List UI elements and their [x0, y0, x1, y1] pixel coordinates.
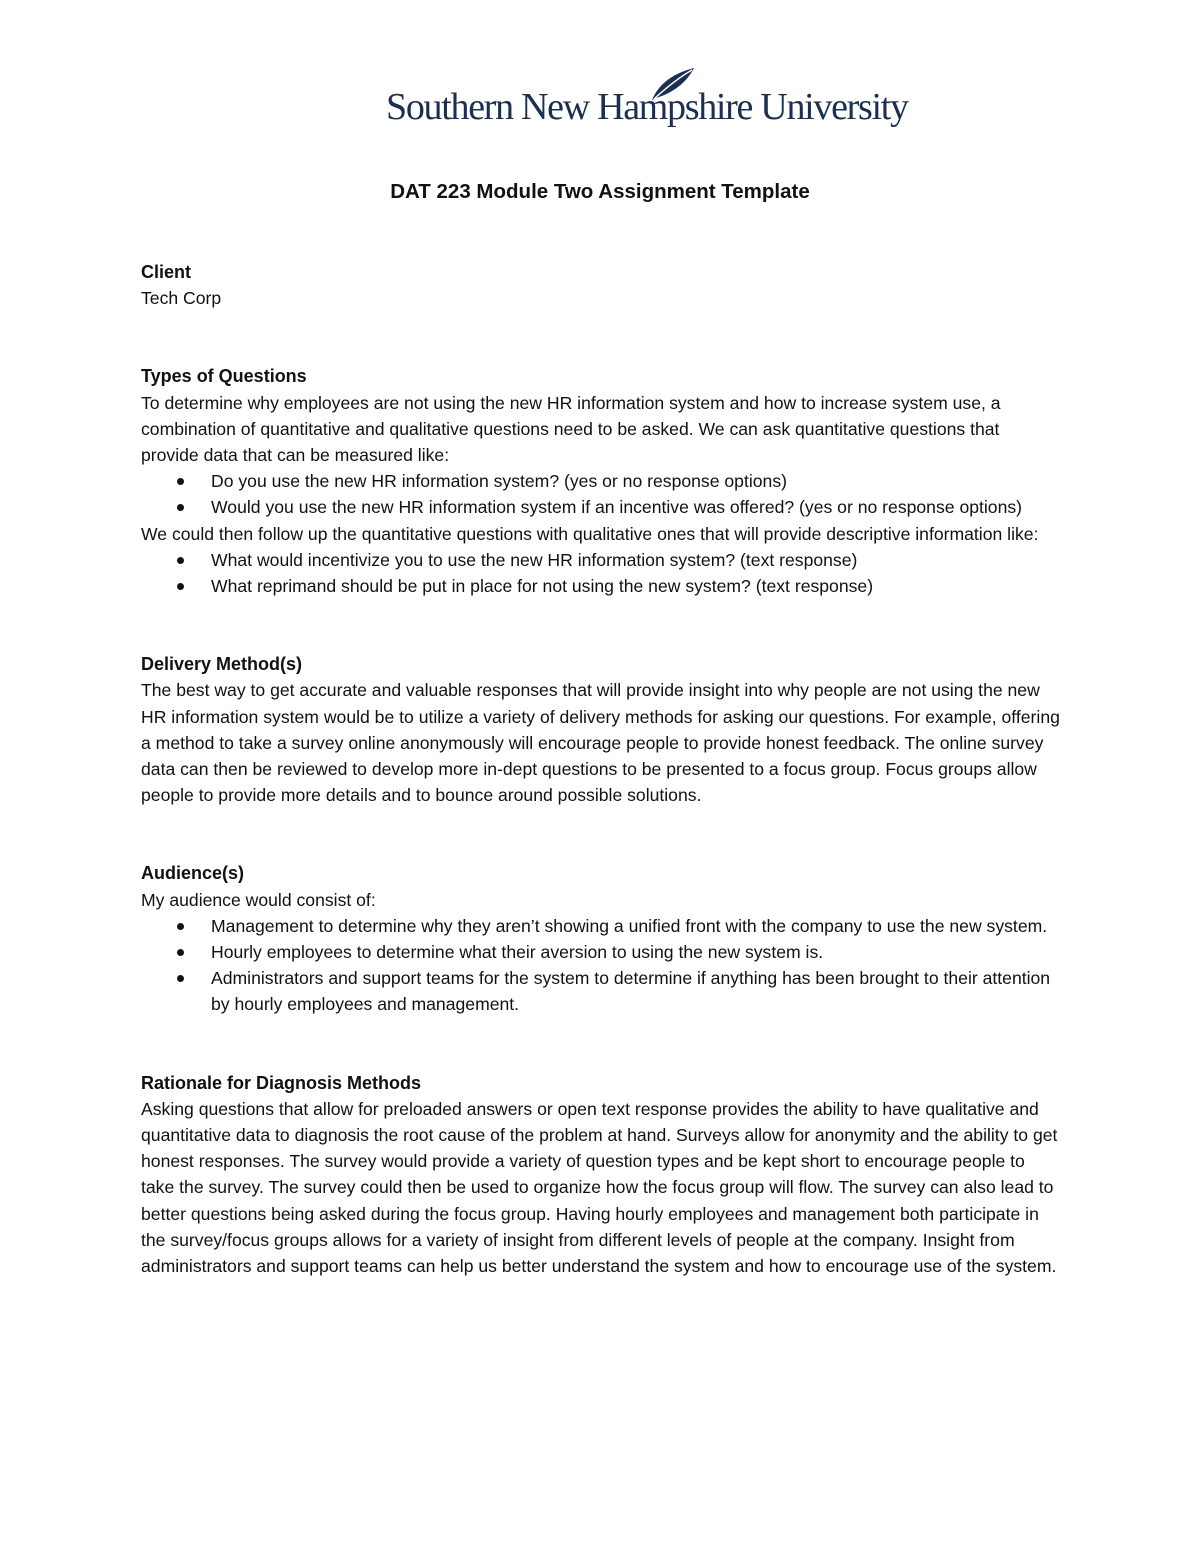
section-audiences	[141, 860, 1061, 1017]
audiences-intro: My audience would consist of:	[141, 889, 376, 910]
list-item-text: What would incentivize you to use the new HR information system? (text response)	[211, 549, 858, 570]
list-item-text: What reprimand should be put in place for not using the new system? (text response)	[211, 576, 874, 597]
types-of-questions-followup: We could then follow up the quantitative questions with qualitative ones that will provide descriptive information like:	[141, 523, 1039, 544]
list-item-text: Management to determine why they aren’t showing a unified front with the company to use the new system.	[211, 915, 1048, 936]
section-delivery-methods	[141, 651, 1061, 808]
section-client	[141, 259, 1061, 311]
list-item	[141, 468, 1061, 494]
bullet-icon	[177, 949, 184, 956]
audience-list	[141, 913, 1061, 1018]
list-item-text: Hourly employees to determine what their aversion to using the new system is.	[211, 942, 824, 963]
section-heading-types-of-questions: Types of Questions	[141, 366, 307, 387]
list-item	[141, 939, 1061, 965]
bullet-icon	[177, 504, 184, 511]
section-types-of-questions	[141, 363, 1061, 599]
list-item	[141, 965, 1061, 1017]
list-item	[141, 573, 1061, 599]
section-heading-delivery-methods: Delivery Method(s)	[141, 654, 303, 675]
spacer	[141, 311, 1061, 363]
spacer	[141, 599, 1061, 651]
list-item	[141, 547, 1061, 573]
list-item-text: Do you use the new HR information system? (yes or no response options)	[211, 471, 787, 492]
list-item-text: Administrators and support teams for the system to determine if anything has been brought to their attention by hourly employees and management.	[211, 968, 1051, 1015]
qualitative-question-list	[141, 547, 1061, 599]
rationale-body: Asking questions that allow for preloaded answers or open text response provides the ability to have qualitative and quantitative data to diagnosis the root cause of the problem at hand. Surveys allow for anonymity and the ability to get honest responses. The survey would provide a variety of question types and be kept short to encourage people to take the survey. The survey could then be used to organize how the focus group will flow. The survey can also lead to better questions being asked during the focus group. Having hourly employees and management both participate in the survey/focus groups allows for a variety of insight from different levels of people at the company. Insight from administrators and support teams can help us better understand the system and how to encourage use of the system.	[141, 1098, 1058, 1277]
spacer	[141, 1018, 1061, 1070]
client-name: Tech Corp	[141, 288, 222, 309]
spacer	[141, 808, 1061, 860]
page-title: DAT 223 Module Two Assignment Template	[390, 180, 810, 203]
bullet-icon	[177, 478, 184, 485]
logo-text: Southern New Hampshire University	[386, 86, 908, 128]
list-item-text: Would you use the new HR information system if an incentive was offered? (yes or no response options)	[211, 497, 1023, 518]
section-rationale	[141, 1070, 1061, 1280]
quantitative-question-list	[141, 468, 1061, 520]
university-logo	[386, 66, 908, 138]
bullet-icon	[177, 975, 184, 982]
list-item	[141, 913, 1061, 939]
document-body	[141, 259, 1061, 1279]
types-of-questions-intro: To determine why employees are not using the new HR information system and how to increase system use, a combination of quantitative and qualitative questions need to be asked. We can ask quantitative questions that provide data that can be measured like:	[141, 392, 1001, 466]
section-heading-audiences: Audience(s)	[141, 863, 245, 884]
section-heading-rationale: Rationale for Diagnosis Methods	[141, 1072, 422, 1093]
bullet-icon	[177, 583, 184, 590]
bullet-icon	[177, 923, 184, 930]
bullet-icon	[177, 557, 184, 564]
section-heading-client: Client	[141, 262, 192, 282]
delivery-methods-body: The best way to get accurate and valuable responses that will provide insight into why people are not using the new HR information system would be to utilize a variety of delivery methods for asking our questions. For example, offering a method to take a survey online anonymously will encourage people to provide honest feedback. The online survey data can then be reviewed to develop more in-dept questions to be presented to a focus group. Focus groups allow people to provide more details and to bounce around possible solutions.	[141, 680, 1060, 806]
list-item	[141, 494, 1061, 520]
